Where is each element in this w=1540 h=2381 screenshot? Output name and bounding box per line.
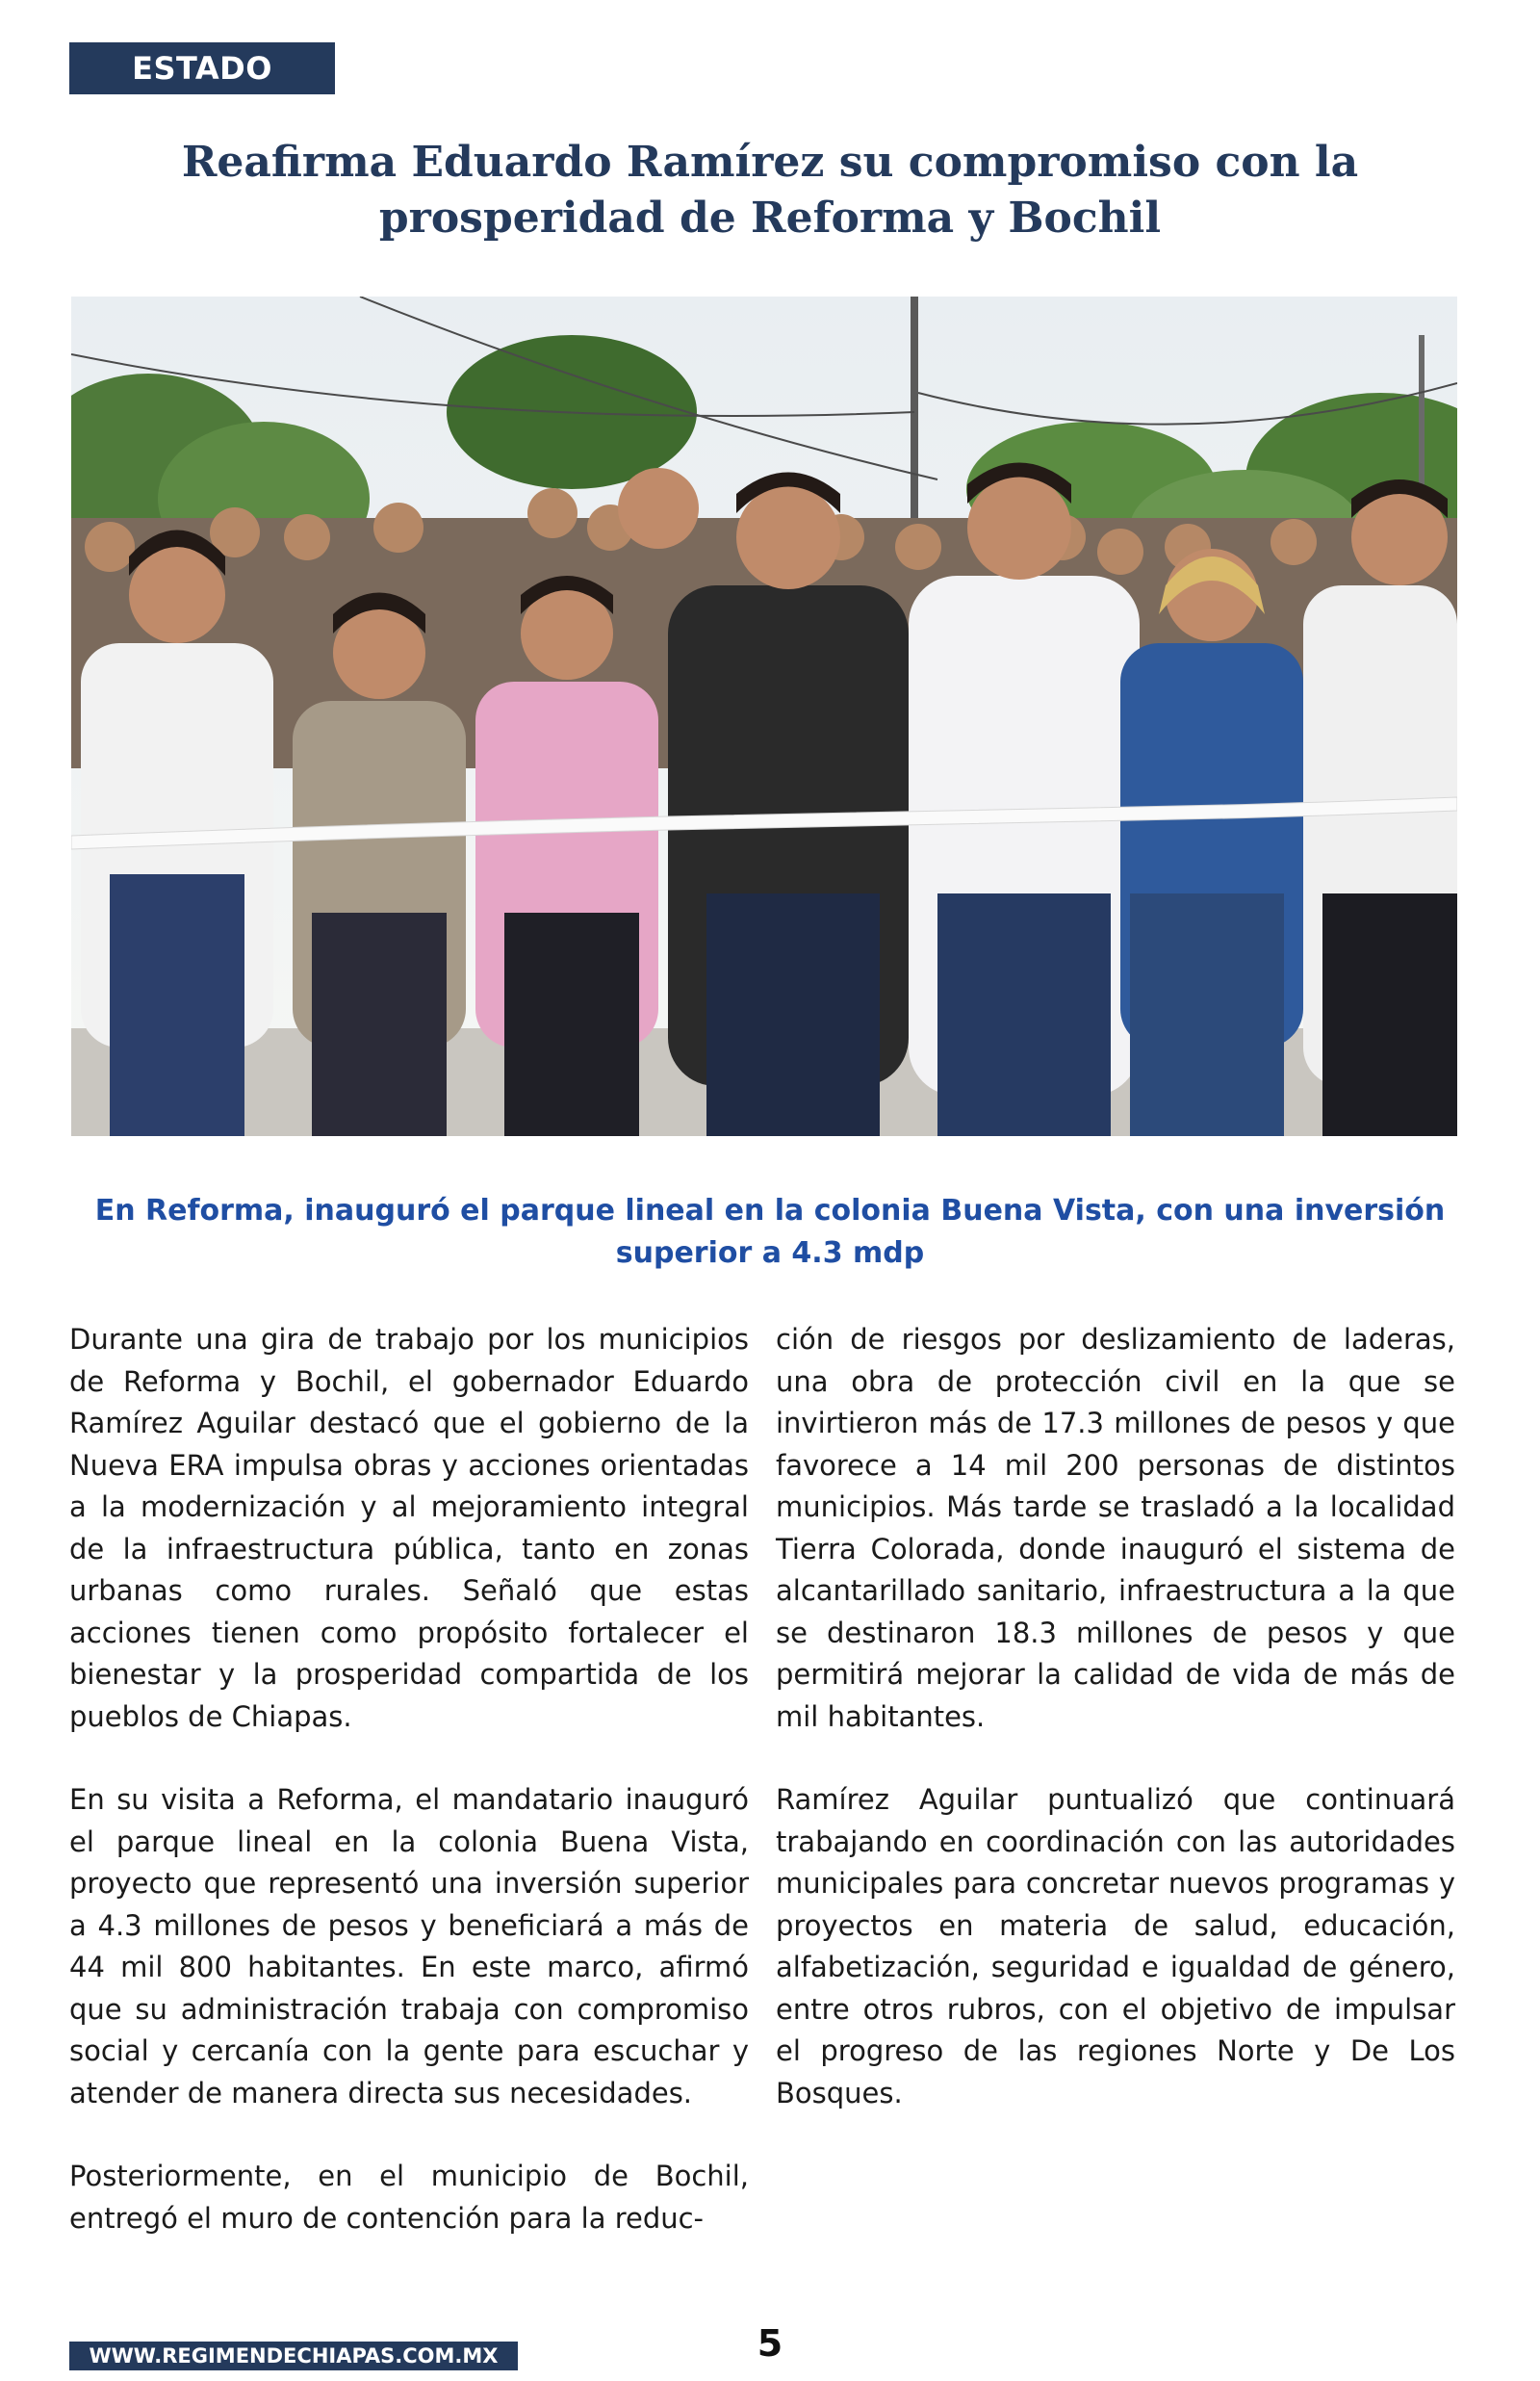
ribbon-cutting-photo [71,297,1457,1136]
body-paragraph: Ramírez Aguilar puntualizó que continuará trabajando en coordinación con las autoridades municipales para concretar nuevos programas y proyectos en materia de salud, educación, alfabetización, seguridad e igualdad de género, entre otros rubros, con el objetivo de impulsar el progreso de las regiones Norte y De Los Bosques. [776,1783,1455,2109]
page-number: 5 [757,2322,783,2365]
subheadline: En Reforma, inauguró el parque lineal en la colonia Buena Vista, con una inversión superior a 4.3 mdp [94,1194,1446,1270]
body-paragraph: Posteriormente, en el municipio de Bochil, entregó el muro de contención para la reduc- [69,2160,749,2235]
body-paragraph: Durante una gira de trabajo por los municipios de Reforma y Bochil, el gobernador Eduardo Ramírez Aguilar destacó que el gobierno de la Nueva ERA impulsa obras y acciones orientadas a la modernización y al mejoramiento integral de la infraestructura pública, tanto en zonas urbanas como rurales. Señaló que estas acciones tienen como propósito fortalecer el bienestar y la prosperidad compartida de los pueblos de Chiapas. [69,1323,749,1733]
body-paragraph: ción de riesgos por deslizamiento de laderas, una obra de protección civil en la que se invirtieron más de 17.3 millones de pesos y que favorece a 14 mil 200 personas de distintos municipios. Más tarde se trasladó a la localidad Tierra Colorada, donde inauguró el sistema de alcantarillado sanitario, infraestructura a la que se destinaron 18.3 millones de pesos y que permitirá mejorar la calidad de vida de más de mil habitantes. [776,1323,1455,1733]
section-tag: ESTADO [69,42,335,94]
footer-url[interactable]: WWW.REGIMENDECHIAPAS.COM.MX [69,2342,518,2370]
headline: Reafirma Eduardo Ramírez su compromiso con la prosperidad de Reforma y Bochil [181,138,1359,243]
body-paragraph: En su visita a Reforma, el mandatario inauguró el parque lineal en la colonia Buena Vista, proyecto que representó una inversión superior a 4.3 millones de pesos y beneficiará a más de 44 mil 800 habitantes. En este marco, afirmó que su administración trabaja con compromiso social y cercanía con la gente para escuchar y atender de manera directa sus necesidades. [69,1783,749,2109]
body-column-right [776,1319,1455,2156]
body-column-left [69,1319,749,2281]
